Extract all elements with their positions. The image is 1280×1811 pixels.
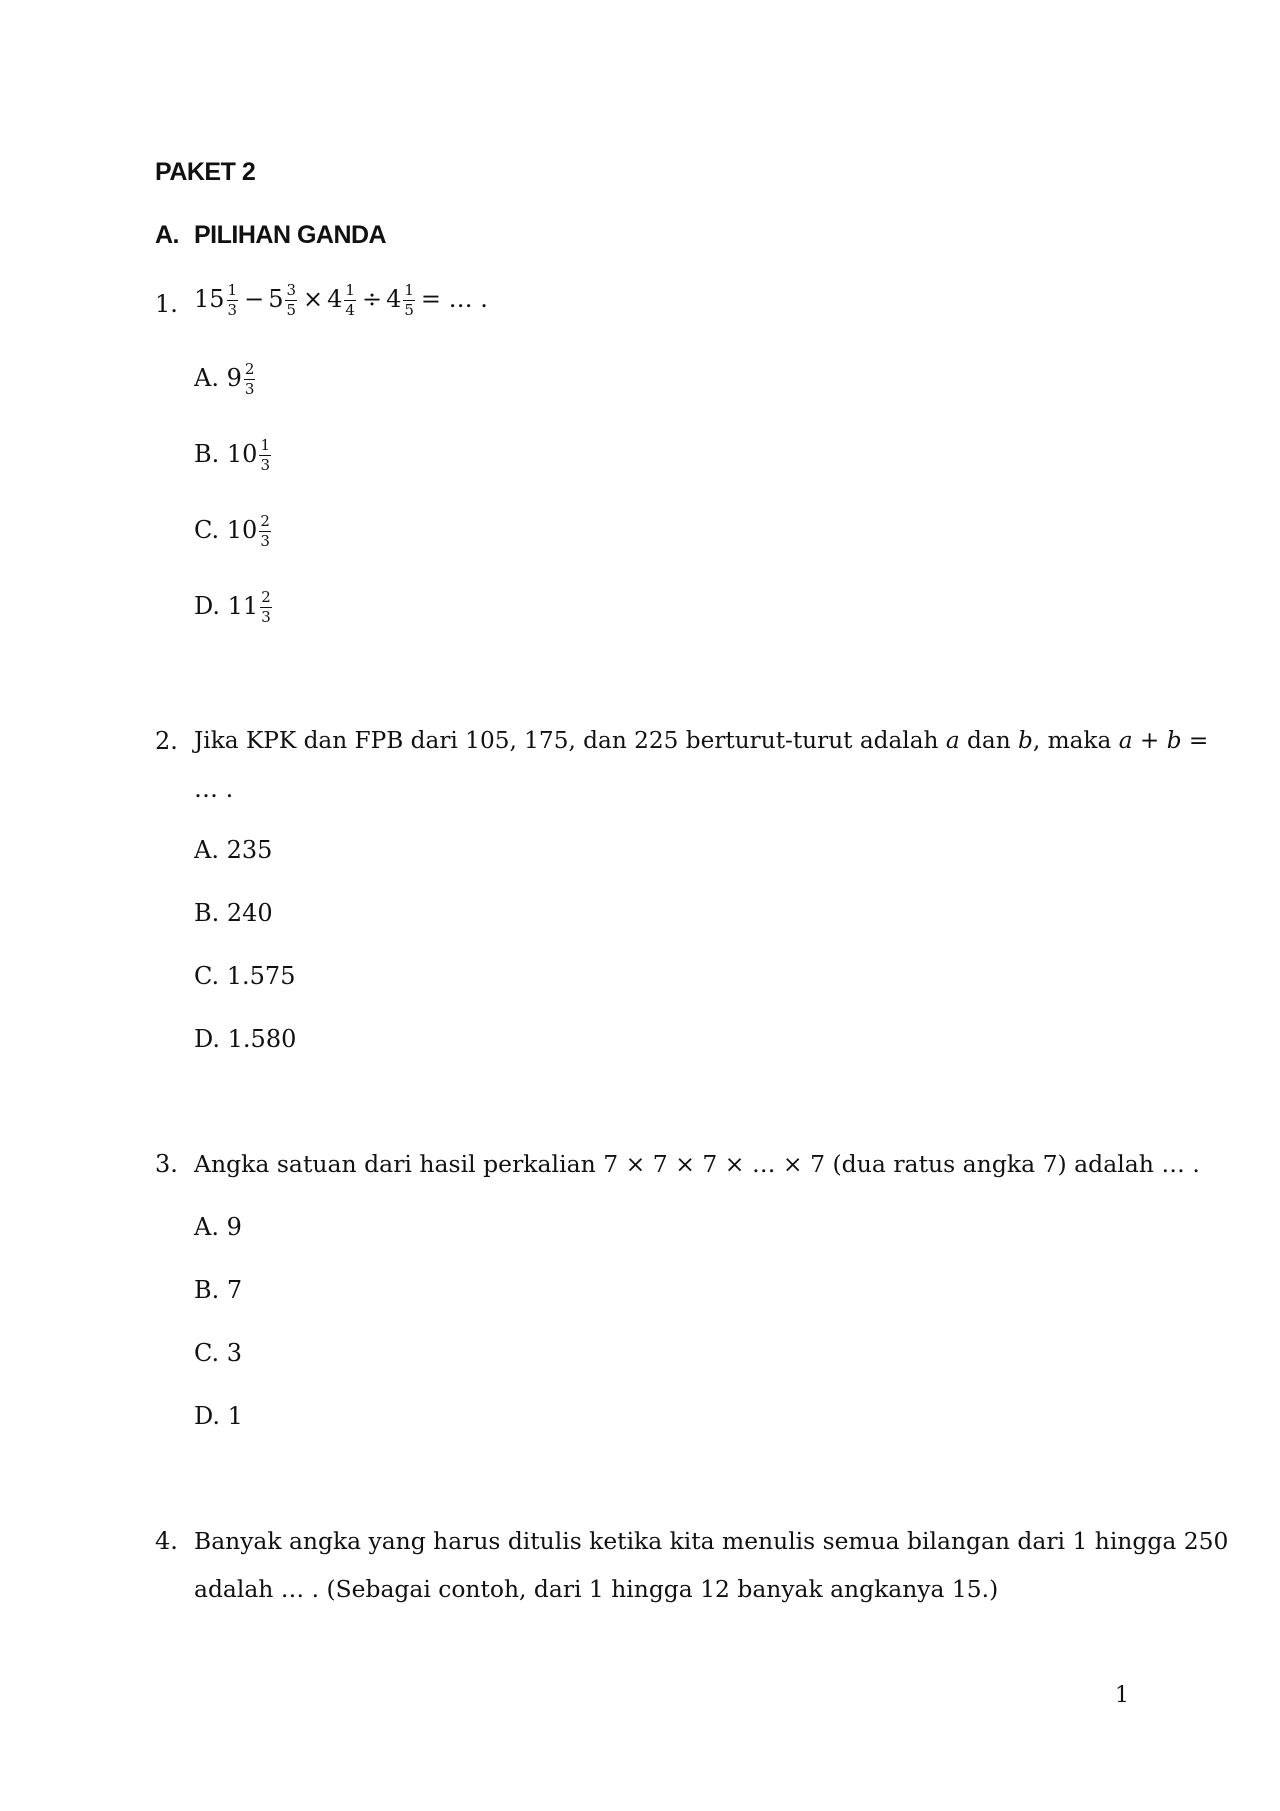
denominator: 4 bbox=[345, 301, 355, 319]
question-2-option-b: B. 240 bbox=[194, 899, 273, 927]
denominator: 3 bbox=[260, 456, 270, 474]
section-title: PILIHAN GANDA bbox=[194, 221, 387, 249]
denominator: 3 bbox=[261, 608, 271, 626]
question-4-line-2: adalah … . (Sebagai contoh, dari 1 hingga 12 banyak angkanya 15.) bbox=[194, 1575, 999, 1603]
package-title: PAKET 2 bbox=[155, 158, 256, 186]
numerator: 1 bbox=[404, 281, 414, 299]
question-2-text: , maka bbox=[1032, 727, 1119, 754]
whole-number: 9 bbox=[226, 364, 242, 392]
question-3-option-b: B. 7 bbox=[194, 1276, 243, 1304]
operator: ÷ bbox=[361, 285, 383, 313]
question-2-option-c: C. 1.575 bbox=[194, 962, 296, 990]
question-1-option-a bbox=[194, 362, 257, 397]
numerator: 1 bbox=[260, 436, 270, 454]
whole-number: 11 bbox=[227, 592, 259, 620]
equals-sign: = bbox=[1181, 727, 1209, 754]
question-1-expression bbox=[194, 283, 492, 318]
denominator: 5 bbox=[286, 301, 297, 319]
numerator: 3 bbox=[286, 281, 297, 299]
option-label: D. bbox=[194, 592, 228, 620]
whole-number: 4 bbox=[386, 285, 402, 313]
fraction bbox=[259, 514, 271, 549]
operator: = … . bbox=[420, 285, 488, 313]
question-number: 3. bbox=[155, 1150, 178, 1178]
whole-number: 4 bbox=[327, 285, 343, 313]
numerator: 2 bbox=[261, 588, 271, 606]
question-3-option-d: D. 1 bbox=[194, 1402, 243, 1430]
option-label: C. bbox=[194, 516, 227, 544]
fraction bbox=[403, 283, 415, 318]
fraction bbox=[260, 590, 272, 625]
question-2-option-a: A. 235 bbox=[194, 836, 273, 864]
denominator: 3 bbox=[260, 532, 270, 550]
numerator: 1 bbox=[345, 281, 355, 299]
numerator: 1 bbox=[227, 281, 238, 299]
option-label: B. bbox=[194, 440, 227, 468]
numerator: 2 bbox=[244, 360, 255, 378]
option-label: A. bbox=[194, 364, 227, 392]
numerator: 2 bbox=[260, 512, 270, 530]
section-letter: A. bbox=[155, 221, 179, 249]
fraction bbox=[259, 438, 271, 473]
whole-number: 5 bbox=[268, 285, 284, 313]
question-2-option-d: D. 1.580 bbox=[194, 1025, 297, 1053]
question-2-line-1 bbox=[194, 727, 1208, 754]
question-number: 2. bbox=[155, 727, 178, 755]
question-1-option-c bbox=[194, 514, 273, 549]
question-number: 1. bbox=[155, 290, 178, 318]
operator: − bbox=[244, 285, 265, 313]
whole-number: 10 bbox=[226, 440, 258, 468]
variable-a: a bbox=[1118, 727, 1133, 754]
denominator: 3 bbox=[227, 301, 238, 319]
question-3-option-c: C. 3 bbox=[194, 1339, 243, 1367]
page-number: 1 bbox=[1115, 1683, 1129, 1708]
question-number: 4. bbox=[155, 1527, 178, 1555]
variable-b: b bbox=[1166, 727, 1182, 754]
denominator: 3 bbox=[244, 380, 255, 398]
question-1-option-b bbox=[194, 438, 273, 473]
fraction bbox=[344, 283, 356, 318]
question-2-text: Jika KPK dan FPB dari 105, 175, dan 225 berturut-turut adalah bbox=[194, 727, 946, 754]
question-3-option-a: A. 9 bbox=[194, 1213, 242, 1241]
question-2-text: dan bbox=[959, 727, 1019, 754]
variable-a: a bbox=[945, 727, 960, 754]
question-3-text: Angka satuan dari hasil perkalian 7 × 7 × 7 × … × 7 (dua ratus angka 7) adalah … . bbox=[194, 1150, 1200, 1178]
question-1-option-d bbox=[194, 590, 274, 625]
denominator: 5 bbox=[404, 301, 414, 319]
fraction bbox=[285, 283, 297, 318]
operator: × bbox=[303, 285, 324, 313]
whole-number: 15 bbox=[194, 285, 225, 313]
whole-number: 10 bbox=[226, 516, 258, 544]
variable-b: b bbox=[1018, 727, 1033, 754]
fraction bbox=[227, 283, 239, 318]
fraction bbox=[244, 362, 256, 397]
question-2-line-2: … . bbox=[194, 775, 234, 803]
question-4-line-1: Banyak angka yang harus ditulis ketika kita menulis semua bilangan dari 1 hingga 250 bbox=[194, 1527, 1229, 1555]
plus-sign: + bbox=[1132, 727, 1167, 754]
